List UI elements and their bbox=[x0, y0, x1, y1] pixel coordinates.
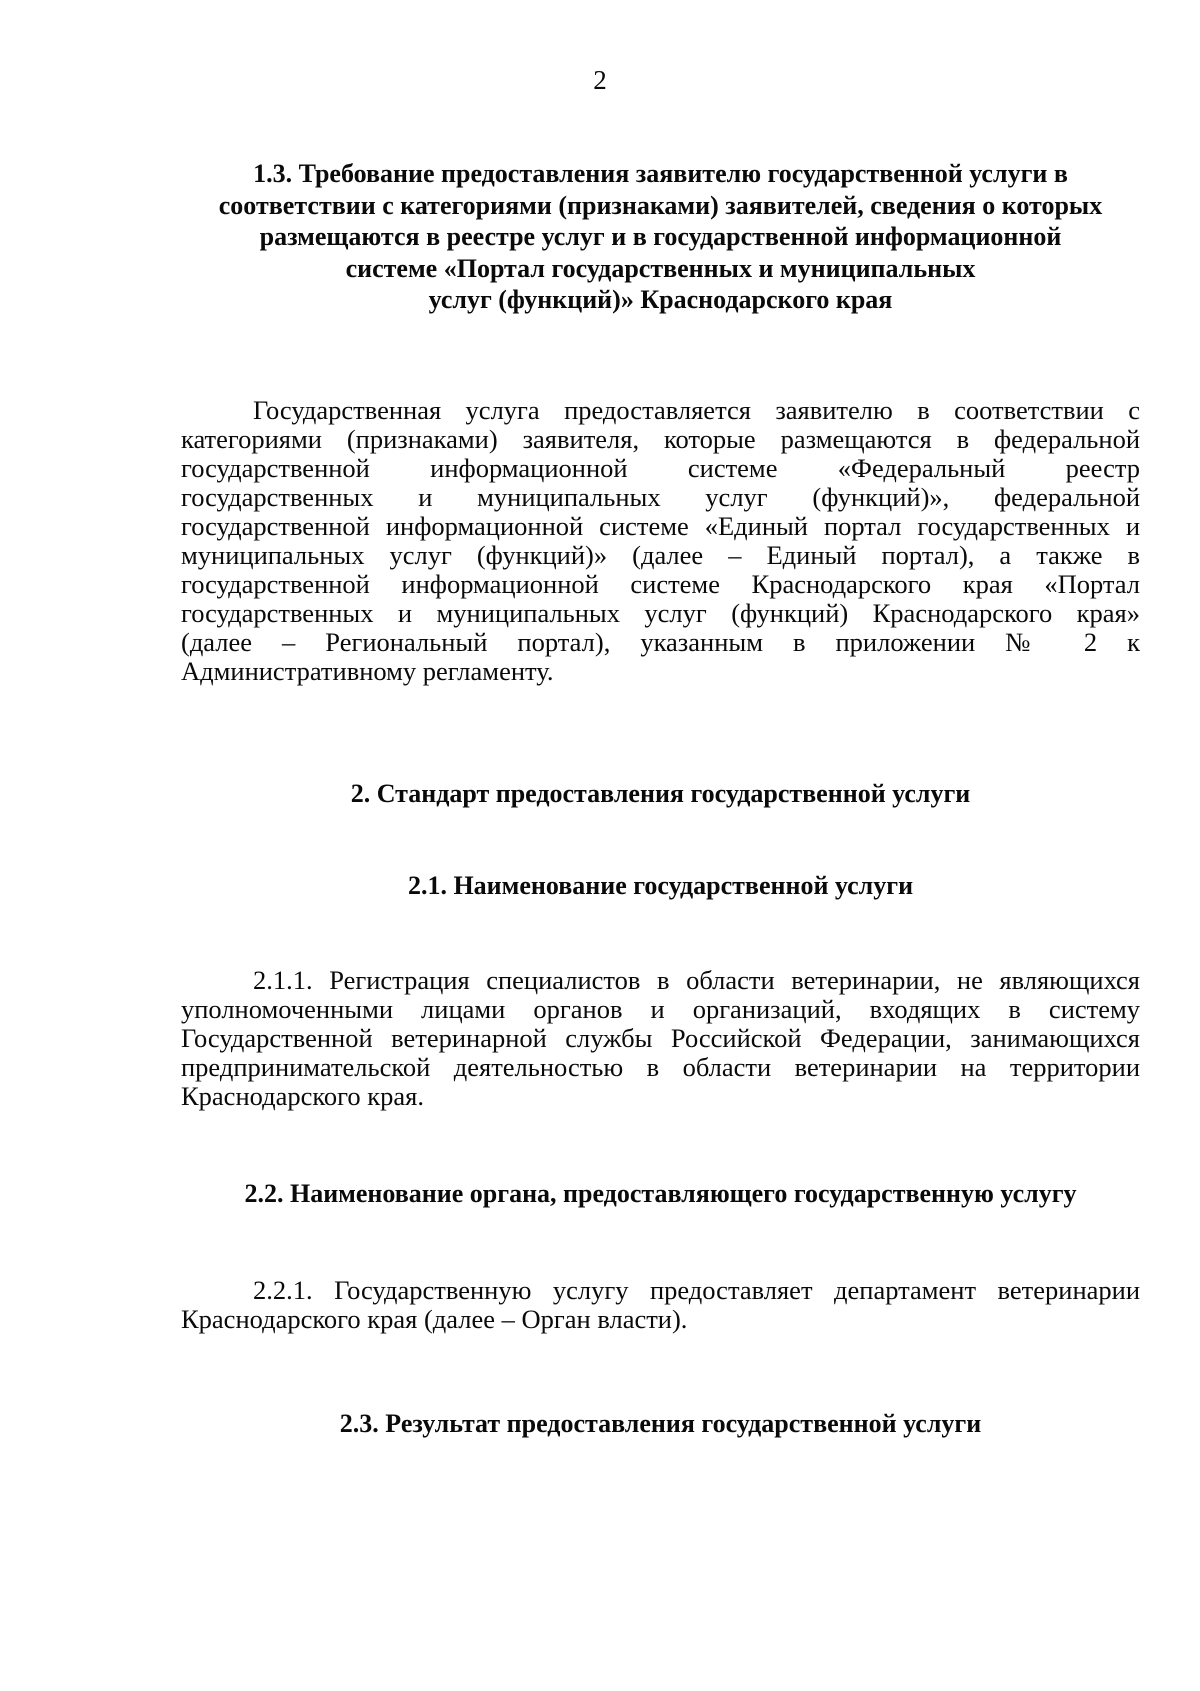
paragraph-line: категориями (признаками) заявителя, которые размещаются в федеральной bbox=[181, 424, 1140, 454]
heading-line: соответствии с категориями (признаками) заявителей, сведения о которых bbox=[218, 190, 1103, 220]
paragraph-line: предпринимательской деятельностью в области ветеринарии на территории bbox=[181, 1052, 1140, 1082]
paragraph-line: государственной информационной системе Краснодарского края «Портал bbox=[181, 569, 1140, 599]
paragraph-line: Административному регламенту. bbox=[181, 656, 554, 686]
paragraph-line: Государственной ветеринарной службы Российской Федерации, занимающихся bbox=[181, 1023, 1140, 1053]
section-1-3-paragraph bbox=[181, 396, 1140, 686]
paragraph-line: Государственная услуга предоставляется заявителю в соответствии с bbox=[253, 395, 1140, 425]
paragraph-line: Краснодарского края. bbox=[181, 1081, 424, 1111]
paragraph-line: государственной информационной системе «Федеральный реестр bbox=[181, 453, 1140, 483]
paragraph-line: уполномоченными лицами органов и организаций, входящих в систему bbox=[181, 994, 1140, 1024]
heading-line: системе «Портал государственных и муниципальных bbox=[345, 253, 976, 283]
heading-line: услуг (функций)» Краснодарского края bbox=[428, 285, 893, 314]
paragraph-line: муниципальных услуг (функций)» (далее – Единый портал), а также в bbox=[181, 540, 1140, 570]
paragraph-line: 2.1.1. Регистрация специалистов в области ветеринарии, не являющихся bbox=[253, 965, 1140, 995]
paragraph-line: государственной информационной системе «Единый портал государственных и bbox=[181, 511, 1140, 541]
section-2-1-heading: 2.1. Наименование государственной услуги bbox=[407, 871, 914, 900]
section-2-2-heading: 2.2. Наименование органа, предоставляющего государственную услугу bbox=[244, 1179, 1077, 1208]
paragraph-line: государственных и муниципальных услуг (функций)», федеральной bbox=[181, 482, 1140, 512]
paragraph-line: (далее – Региональный портал), указанным в приложении № 2 к bbox=[181, 627, 1140, 657]
paragraph-line: государственных и муниципальных услуг (функций) Краснодарского края» bbox=[181, 598, 1140, 628]
paragraph-line: Краснодарского края (далее – Орган власти). bbox=[181, 1304, 688, 1334]
section-2-2-paragraph bbox=[181, 1276, 1140, 1334]
heading-line: размещаются в реестре услуг и в государственной информационной bbox=[259, 222, 1062, 251]
section-2-1-paragraph bbox=[181, 966, 1140, 1111]
section-2-heading: 2. Стандарт предоставления государственной услуги bbox=[350, 779, 971, 808]
paragraph-line: 2.2.1. Государственную услугу предоставляет департамент ветеринарии bbox=[253, 1275, 1140, 1305]
section-2-3-heading: 2.3. Результат предоставления государственной услуги bbox=[339, 1409, 982, 1438]
heading-line: 1.3. Требование предоставления заявителю государственной услуги в bbox=[253, 159, 1068, 188]
section-1-3-heading bbox=[181, 158, 1140, 316]
page-number: 2 bbox=[593, 65, 607, 95]
